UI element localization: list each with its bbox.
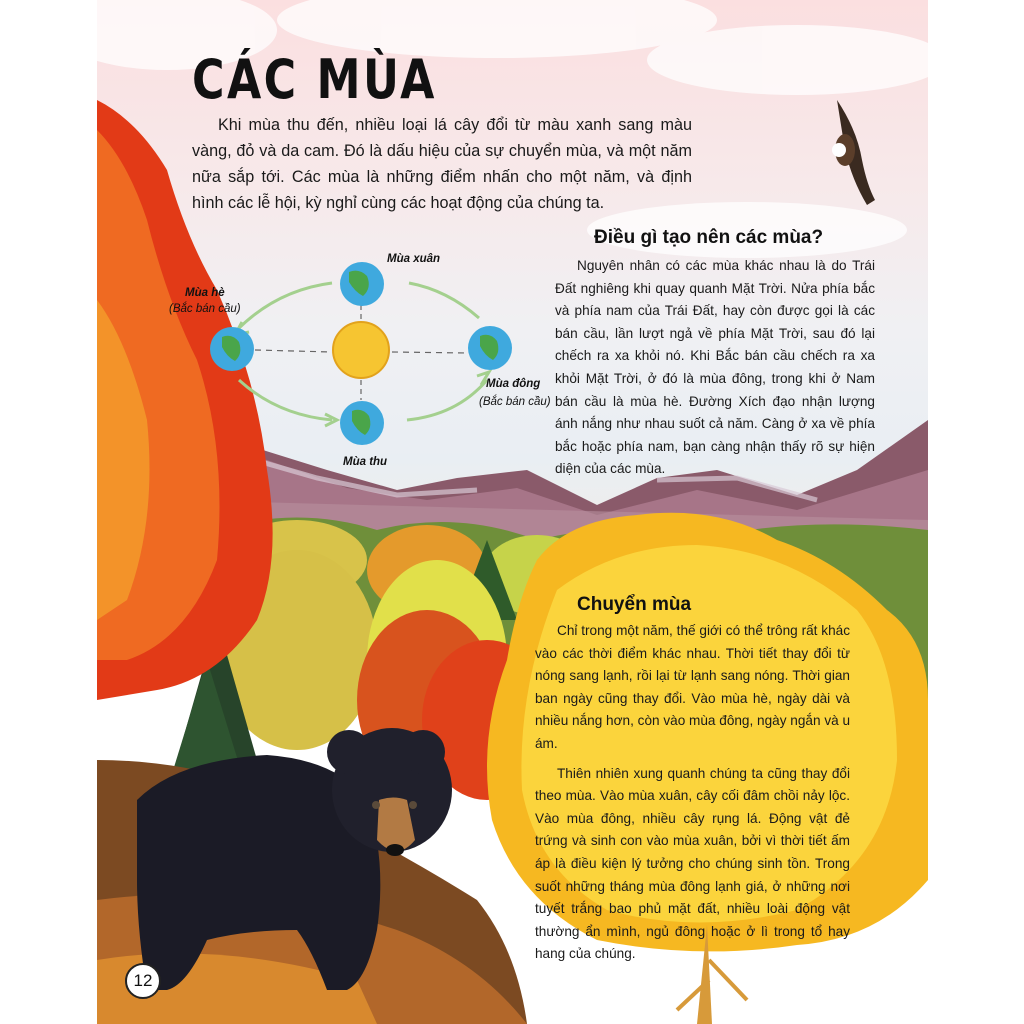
section-heading-changing-seasons: Chuyển mùa — [577, 594, 692, 615]
label-summer-sub: (Bắc bán cầu) — [169, 303, 241, 315]
intro-paragraph: Khi mùa thu đến, nhiều loại lá cây đổi từ màu xanh sang màu vàng, đỏ và da cam. Đó là dấu hiệu của sự chuyển mùa, và một năm nữa sắp tới. Các mùa là những điểm nhấn cho một năm, và định hình các lễ hội, kỳ nghỉ cùng các hoạt động của chúng ta. — [192, 116, 692, 212]
section-body-what-makes-seasons — [555, 255, 875, 481]
label-summer: Mùa hè — [185, 287, 225, 299]
section1-paragraph: Nguyên nhân có các mùa khác nhau là do Trái Đất nghiêng khi quay quanh Mặt Trời. Nửa phía bắc và phía nam của Trái Đất, hay còn được gọi là các bán cầu, lần lượt ngả về phía Mặt Trời, sau đó lại chếch ra xa khỏi nó. Khi Bắc bán cầu chếch ra xa khỏi Mặt Trời, ở đó là mùa đông, trong khi ở Nam bán cầu là mùa hè. Đường Xích đạo nhận lượng ánh nắng như nhau suốt cả năm. Càng ở xa về phía bắc hoặc phía nam, bạn càng nhận thấy rõ sự hiện diện của các mùa. — [555, 258, 875, 477]
label-winter-sub: (Bắc bán cầu) — [479, 396, 551, 408]
section2-paragraph-1: Chỉ trong một năm, thế giới có thể trông rất khác vào các thời điểm khác nhau. Thời tiết thay đổi từ nóng sang lạnh, rồi lại từ lạnh sang nóng. Thời gian ban ngày cũng thay đổi. Vào mùa hè, ngày dài và nhiều nắng hơn, còn vào mùa đông, ngày ngắn và u ám. — [535, 623, 851, 751]
page-title: CÁC MÙA — [192, 48, 437, 111]
earth-autumn-icon — [340, 401, 384, 445]
section-heading-what-makes-seasons: Điều gì tạo nên các mùa? — [594, 227, 824, 248]
eagle-illustration — [832, 100, 875, 205]
label-winter: Mùa đông — [486, 378, 541, 390]
earth-winter-icon — [468, 326, 512, 370]
label-spring: Mùa xuân — [387, 253, 441, 265]
sun-icon — [333, 322, 389, 378]
earth-spring-icon — [340, 262, 384, 306]
label-autumn: Mùa thu — [343, 456, 388, 468]
section-body-changing-seasons — [535, 620, 850, 966]
page-number: 12 — [125, 963, 161, 999]
earth-summer-icon — [210, 327, 254, 371]
book-page — [97, 0, 928, 1024]
section2-paragraph-2: Thiên nhiên xung quanh chúng ta cũng thay đổi theo mùa. Vào mùa xuân, cây cối đâm chồi nảy lộc. Vào mùa đông, nhiều cây rụng lá. Động vật đẻ trứng và sinh con vào mùa xuân, bởi vì thời tiết ấm áp là điều kiện lý tưởng cho chúng sinh tồn. Trong suốt những tháng mùa đông lạnh giá, ở những nơi tuyết trắng bao phủ mặt đất, nhiều loài động vật thường ẩn mình, ngủ đông hoặc ở lì trong tổ hay hang của chúng. — [535, 765, 850, 962]
